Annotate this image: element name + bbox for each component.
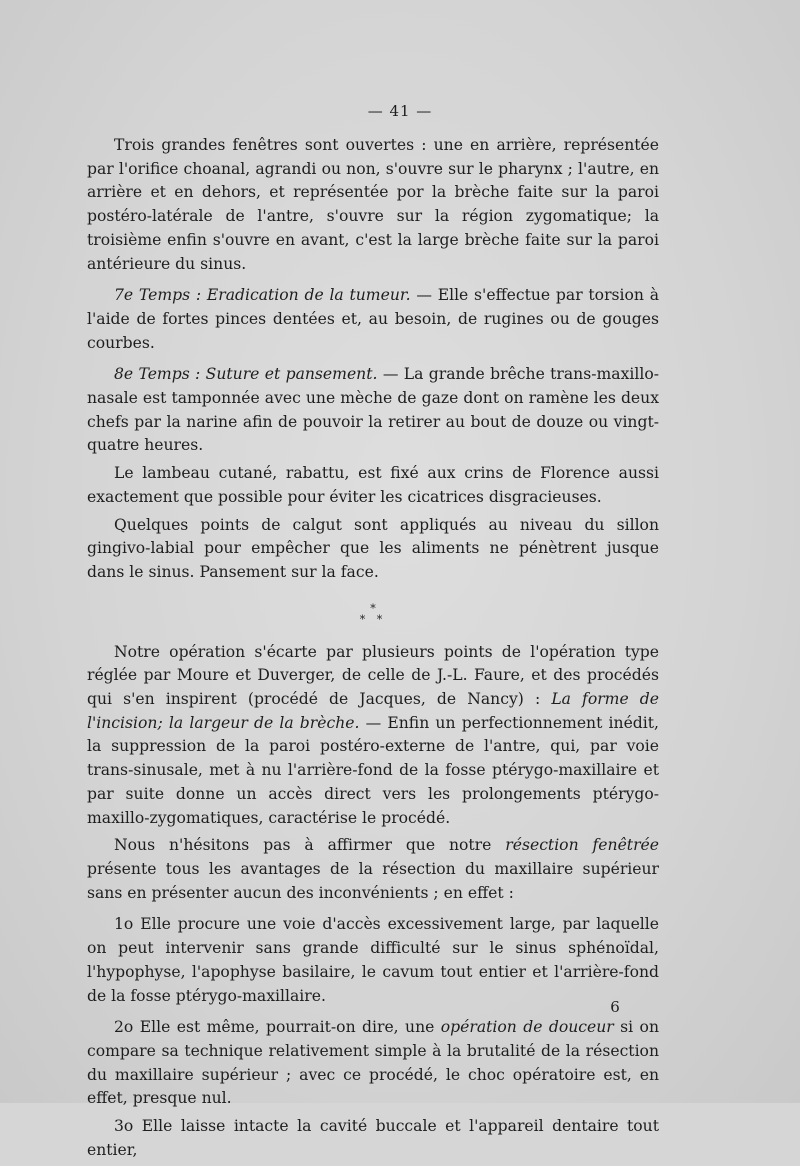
paragraph-windows: Trois grandes fenêtres sont ouvertes : une en arrière, représentée par l'orifice choanal, agrandi ou non, s'ouvre sur le pharynx ; l'autre, en arrière et en dehors, et représentée por la brèche faite sur la paroi postéro-latérale de l'antre, s'ouvre sur la région zygomatique; la troisième enfin s'ouvre en avant, c'est la large brèche faite sur la paroi antérieure du sinus.	[87, 136, 659, 273]
signature-mark: 6	[610, 998, 620, 1016]
step-8-text: — La grande brêche trans-maxillo-nasale est tamponnée avec une mèche de gaze dont on ramène les deux chefs par la narine afin de pouvoir la retirer au bout de douze ou vingt-quatre heures.	[87, 365, 659, 455]
point-2-a: 2o Elle est même, pourrait-on dire, une	[114, 1018, 441, 1037]
paragraph-comparison	[87, 641, 659, 831]
text-body	[87, 134, 659, 1166]
page-number: — 41 —	[367, 102, 433, 120]
paragraph-catgut: Quelques points de calgut sont appliqués au niveau du sillon gingivo-labial pour empêcher que les aliments ne pénètrent jusque dans le sinus. Pansement sur la face.	[87, 515, 659, 581]
asterism-bottom: * *	[359, 612, 387, 626]
comparison-c: — Enfin un perfectionnement inédit, la suppression de la paroi postéro-externe de l'antre, qui, par voie trans-sinusale, met à nu l'arrière-fond de la fosse ptérygo-maxillaire et par suite donne un accès direct vers les prolongements ptérygo-maxillo-zygomatiques, caractérise le procédé.	[87, 713, 659, 827]
paragraph-step-7	[87, 284, 659, 355]
advantages-a: Nous n'hésitons pas à affirmer que notre	[114, 836, 506, 855]
step-8-title: 8e Temps : Suture et pansement.	[114, 365, 378, 384]
paragraph-point-3: 3o Elle laisse intacte la cavité buccale et l'appareil dentaire tout entier,	[87, 1117, 659, 1159]
advantages-emphasis: résection fenêtrée	[505, 836, 659, 855]
paragraph-advantages	[87, 834, 659, 905]
comparison-emphasis: La forme de l'incision; la largeur de la brèche.	[87, 690, 659, 732]
asterism	[87, 593, 659, 637]
paragraph-point-2	[87, 1016, 659, 1111]
point-2-c: si on compare sa technique relativement simple à la brutalité de la résection du maxillaire supérieur ; avec ce procédé, le choc opératoire est, en effet, presque nul.	[87, 1018, 659, 1108]
comparison-a: Notre opération s'écarte par plusieurs points de l'opération type réglée par Moure et Duverger, de celle de J.-L. Faure, et des procédés qui s'en inspirent (procédé de Jacques, de Nancy) :	[87, 642, 659, 709]
paragraph-point-1: 1o Elle procure une voie d'accès excessivement large, par laquelle on peut intervenir sans grande difficulté sur le sinus sphénoïdal, l'hypophyse, l'apophyse basilaire, le cavum tout entier et l'arrière-fond de la fosse ptérygo-maxillaire.	[87, 915, 659, 1005]
point-2-emphasis: opération de douceur	[440, 1018, 614, 1037]
paragraph-step-8	[87, 363, 659, 458]
asterism-top: *	[370, 601, 376, 615]
step-7-text: — Elle s'effectue par torsion à l'aide de fortes pinces dentées et, au besoin, de rugines ou de gouges courbes.	[87, 286, 660, 352]
paragraph-flap: Le lambeau cutané, rabattu, est fixé aux crins de Florence aussi exactement que possible pour éviter les cicatrices disgracieuses.	[87, 464, 659, 506]
step-7-title: 7e Temps : Eradication de la tumeur.	[114, 286, 411, 305]
advantages-c: présente tous les avantages de la résection du maxillaire supérieur sans en présenter aucun des inconvénients ; en effet :	[87, 859, 659, 902]
